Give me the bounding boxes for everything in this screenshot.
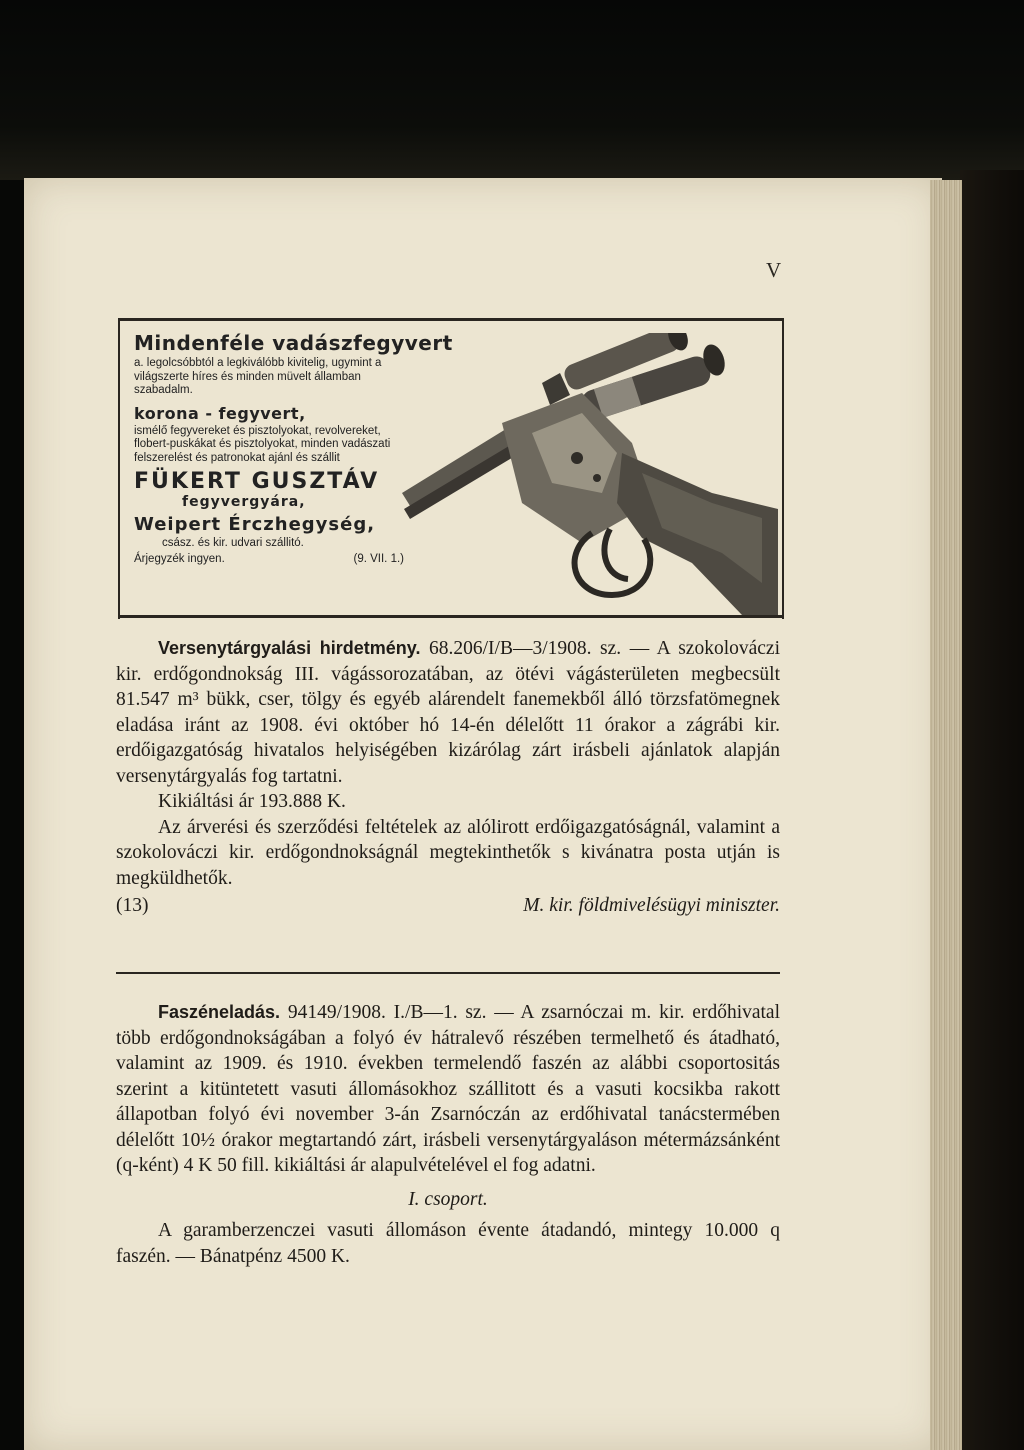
notice2-heading: Faszéneladás. bbox=[158, 1002, 281, 1022]
gun-stock bbox=[617, 453, 778, 615]
notice1-paragraph bbox=[116, 636, 780, 789]
ad-footer bbox=[134, 553, 404, 565]
notice1-heading: Versenytárgyalási hirdetmény. bbox=[158, 638, 421, 658]
notice2-group-title: I. csoport. bbox=[408, 1188, 488, 1210]
ad-description: a. legolcsóbbtól a legkiválóbb kivitelig, ugymint a világszerte híres és minden müvelt államban szabadalm. bbox=[134, 357, 382, 396]
notice1-number: (13) bbox=[116, 895, 149, 916]
book-edge bbox=[960, 170, 1024, 1450]
ad-brand: korona - fegyvert, bbox=[134, 403, 306, 423]
advertisement-box bbox=[118, 318, 784, 619]
ad-factory: fegyvergyára, bbox=[182, 494, 306, 510]
page-number: V bbox=[766, 258, 782, 282]
notice1-signature-row bbox=[116, 893, 780, 919]
notice-charcoal-sale bbox=[116, 1000, 780, 1269]
ad-products: ismélő fegyvereket és pisztolyokat, revolvereket, flobert-puskákat és pisztolyokat, minden vadászati felszerelést és patronokat ajánl és szállit bbox=[134, 424, 391, 464]
ad-city: Weipert Érczhegység, bbox=[134, 514, 376, 535]
shotgun-illustration bbox=[382, 333, 778, 617]
ad-catalog: Árjegyzék ingyen. bbox=[134, 552, 225, 565]
section-divider bbox=[116, 972, 780, 974]
ad-code: (9. VII. 1.) bbox=[353, 552, 404, 565]
advertisement-bottom-rule bbox=[118, 615, 782, 618]
scan-background bbox=[0, 0, 1024, 180]
notice2-paragraph bbox=[116, 1000, 780, 1179]
ad-company-name: FÜKERT GUSZTÁV bbox=[134, 469, 380, 494]
notice1-signature: M. kir. földmivelésügyi miniszter. bbox=[523, 895, 780, 916]
ad-headline: Mindenféle vadászfegyvert bbox=[134, 331, 453, 355]
notice-competitive-tender bbox=[116, 636, 780, 919]
notice1-text: 68.206/I/B—3/1908. sz. — A szokolováczi kir. erdőgondnokság III. vágássorozatában, az ötévi vágásterületen megbecsült 81.547 m³ bükk, cser, tölgy és egyéb alárendelt fanemekből álló törzsfatömegnek eladása iránt az 1908. évi október hó 14-én délelőtt 11 órakor a zágrábi kir. erdőigazgatóság hivatalos helyiségében kizárólag zárt irásbeli ajánlatok alapján versenytárgyalás fog tartatni. bbox=[116, 638, 781, 787]
gun-trigger-guard bbox=[575, 529, 651, 595]
ad-supplier: csász. és kir. udvari szállitó. bbox=[162, 537, 304, 549]
notice1-conditions: Az árverési és szerződési feltételek az alólirott erdőigazgatóságnál, valamint a szokolováczi kir. erdőgondnokságnál megtekinthetők s kivánatra posta utján is megküldhetők. bbox=[116, 816, 780, 889]
notice2-text: 94149/1908. I./B—1. sz. — A zsarnóczai m. kir. erdőhivatal több erdőgondnokságában a folyó év hátralevő részében termelhető és átadható, valamint az 1909. és 1910. években termelendő faszén az alábbi csoportositás szerint a kitüntetett vasuti állomásokhoz szállitott és a vasuti kocsikba rakott állapotban folyó évi november 3-án Zsarnóczán az erdőhivatal tanácstermében délelőtt 10½ órakor megtartandó zárt, irásbeli versenytárgyaláson métermázsánként (q-ként) 4 K 50 fill. kikiáltási ár alapulvételével el fog adatni. bbox=[116, 1002, 781, 1176]
notice2-group-text: A garamberzenczei vasuti állomáson évente átadandó, mintegy 10.000 q faszén. — Bánatpénz 4500 K. bbox=[116, 1220, 780, 1267]
page-stack-edge bbox=[930, 180, 962, 1450]
advertisement-text bbox=[134, 331, 453, 565]
notice1-price: Kikiáltási ár 193.888 K. bbox=[158, 791, 346, 812]
